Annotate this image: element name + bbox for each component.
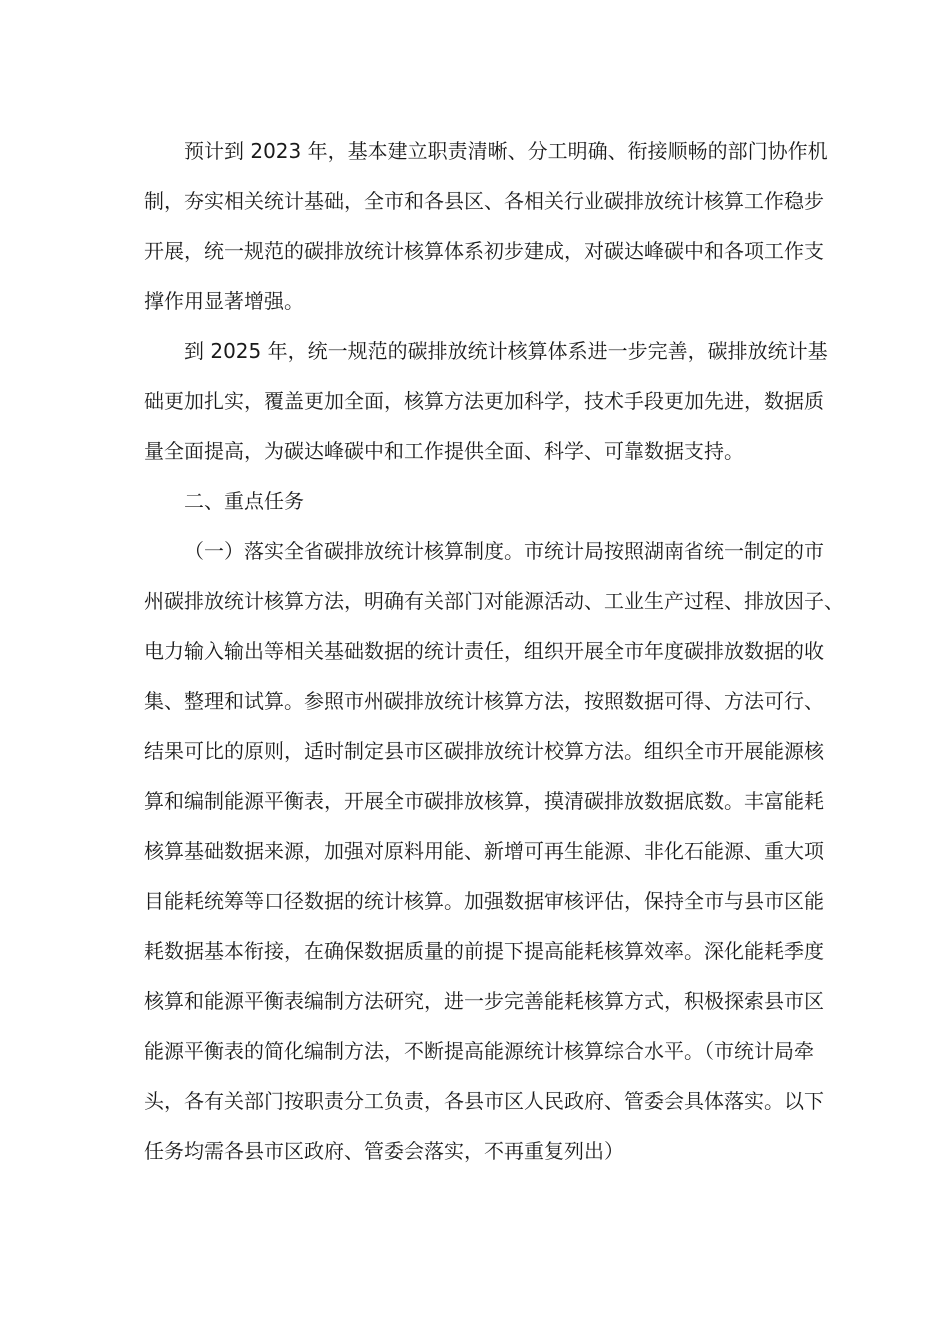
paragraph-line: 制，夯实相关统计基础，全市和各县区、各相关行业碳排放统计核算工作稳步 bbox=[144, 189, 824, 213]
paragraph-line: 撑作用显著增强。 bbox=[144, 289, 304, 313]
paragraph-line: 目能耗统筹等口径数据的统计核算。加强数据审核评估，保持全市与县市区能 bbox=[144, 889, 824, 913]
paragraph-line: 耗数据基本衔接，在确保数据质量的前提下提高能耗核算效率。深化能耗季度 bbox=[144, 939, 824, 963]
paragraph-line: 量全面提高，为碳达峰碳中和工作提供全面、科学、可靠数据支持。 bbox=[144, 439, 744, 463]
paragraph-line: 州碳排放统计核算方法，明确有关部门对能源活动、工业生产过程、排放因子、 bbox=[144, 589, 844, 613]
paragraph-line: 预计到 2023 年，基本建立职责清晰、分工明确、衔接顺畅的部门协作机 bbox=[184, 139, 828, 163]
paragraph-line: 核算和能源平衡表编制方法研究，进一步完善能耗核算方式，积极探索县市区 bbox=[144, 989, 824, 1013]
paragraph-line: 头，各有关部门按职责分工负责，各县市区人民政府、管委会具体落实。以下 bbox=[144, 1089, 824, 1113]
paragraph-line: 集、整理和试算。参照市州碳排放统计核算方法，按照数据可得、方法可行、 bbox=[144, 689, 824, 713]
section-heading-text: 二、重点任务 bbox=[184, 489, 304, 513]
paragraph-line: 到 2025 年，统一规范的碳排放统计核算体系进一步完善，碳排放统计基 bbox=[184, 339, 828, 363]
paragraph-line: 核算基础数据来源，加强对原料用能、新增可再生能源、非化石能源、重大项 bbox=[144, 839, 824, 863]
section-heading bbox=[144, 476, 809, 526]
paragraph-line: 结果可比的原则，适时制定县市区碳排放统计校算方法。组织全市开展能源核 bbox=[144, 739, 824, 763]
paragraph-line: 开展，统一规范的碳排放统计核算体系初步建成，对碳达峰碳中和各项工作支 bbox=[144, 239, 824, 263]
paragraph-goal-2023 bbox=[144, 126, 828, 326]
paragraph-task-one bbox=[144, 526, 844, 1176]
document-body bbox=[144, 126, 844, 1176]
paragraph-line: 任务均需各县市区政府、管委会落实，不再重复列出） bbox=[144, 1139, 624, 1163]
paragraph-goal-2025 bbox=[144, 326, 828, 476]
paragraph-line: 算和编制能源平衡表，开展全市碳排放核算，摸清碳排放数据底数。丰富能耗 bbox=[144, 789, 824, 813]
paragraph-line: 电力输入输出等相关基础数据的统计责任，组织开展全市年度碳排放数据的收 bbox=[144, 639, 824, 663]
paragraph-line: 能源平衡表的简化编制方法，不断提高能源统计核算综合水平。（市统计局牵 bbox=[144, 1039, 814, 1063]
paragraph-line: 础更加扎实，覆盖更加全面，核算方法更加科学，技术手段更加先进，数据质 bbox=[144, 389, 824, 413]
paragraph-line: （一）落实全省碳排放统计核算制度。市统计局按照湖南省统一制定的市 bbox=[184, 539, 824, 563]
